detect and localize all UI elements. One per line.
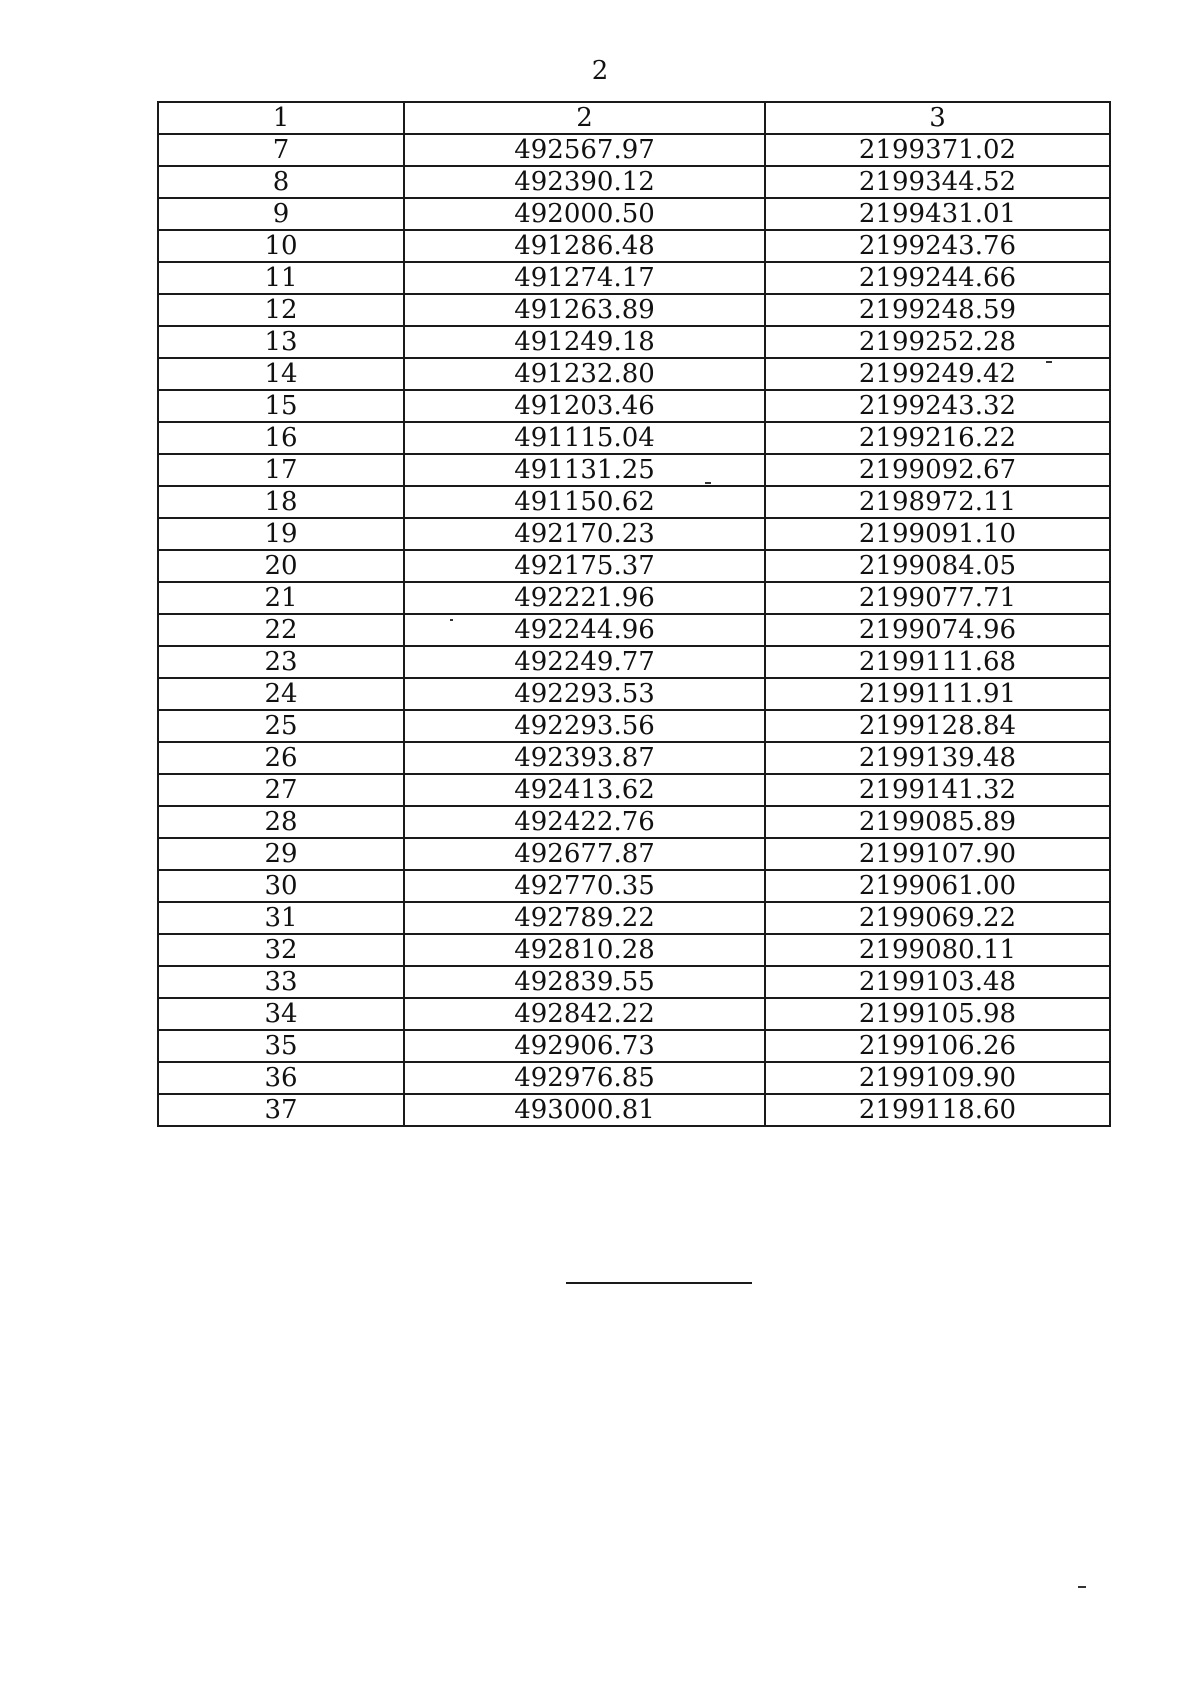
table-row xyxy=(158,294,1110,326)
table-cell-col-2: 491286.48 xyxy=(404,230,765,262)
table-cell-col-2: 492567.97 xyxy=(404,134,765,166)
table-cell-col-3: 2199111.68 xyxy=(765,646,1110,678)
table-cell-col-2: 493000.81 xyxy=(404,1094,765,1126)
table-row xyxy=(158,166,1110,198)
table-cell-col-1: 20 xyxy=(158,550,404,582)
table-cell-col-2: 492293.56 xyxy=(404,710,765,742)
table-row xyxy=(158,358,1110,390)
table-cell-col-1: 22 xyxy=(158,614,404,646)
table-row xyxy=(158,198,1110,230)
table-cell-col-2: 491150.62 xyxy=(404,486,765,518)
table-cell-col-2: 491131.25 xyxy=(404,454,765,486)
table-cell-col-2: 492422.76 xyxy=(404,806,765,838)
table-cell-col-1: 21 xyxy=(158,582,404,614)
table-cell-col-3: 2199118.60 xyxy=(765,1094,1110,1126)
table-cell-col-3: 2199371.02 xyxy=(765,134,1110,166)
table-cell-col-3: 2199069.22 xyxy=(765,902,1110,934)
table-cell-col-2: 492393.87 xyxy=(404,742,765,774)
table-cell-col-3: 2199431.01 xyxy=(765,198,1110,230)
table-row xyxy=(158,742,1110,774)
table-row xyxy=(158,1062,1110,1094)
table-cell-col-2: 492170.23 xyxy=(404,518,765,550)
table-cell-col-1: 28 xyxy=(158,806,404,838)
table-cell-col-1: 18 xyxy=(158,486,404,518)
table-cell-col-3: 2199128.84 xyxy=(765,710,1110,742)
table-row xyxy=(158,550,1110,582)
table-cell-col-1: 10 xyxy=(158,230,404,262)
table-header-row xyxy=(158,102,1110,134)
scan-speck xyxy=(1046,361,1052,363)
table-cell-col-3: 2199080.11 xyxy=(765,934,1110,966)
table-cell-col-3: 2199092.67 xyxy=(765,454,1110,486)
table-cell-col-3: 2199107.90 xyxy=(765,838,1110,870)
table-cell-col-1: 19 xyxy=(158,518,404,550)
table-cell-col-2: 492249.77 xyxy=(404,646,765,678)
header-cell-3: 3 xyxy=(765,102,1110,134)
table-cell-col-3: 2199105.98 xyxy=(765,998,1110,1030)
table-cell-col-2: 492413.62 xyxy=(404,774,765,806)
table-cell-col-1: 32 xyxy=(158,934,404,966)
scan-speck xyxy=(1078,1586,1086,1588)
table-cell-col-2: 492244.96 xyxy=(404,614,765,646)
table-cell-col-1: 11 xyxy=(158,262,404,294)
table-cell-col-3: 2199243.76 xyxy=(765,230,1110,262)
scan-speck xyxy=(450,619,453,621)
table-row xyxy=(158,518,1110,550)
table-cell-col-1: 17 xyxy=(158,454,404,486)
table-cell-col-1: 37 xyxy=(158,1094,404,1126)
table-cell-col-3: 2199111.91 xyxy=(765,678,1110,710)
table-cell-col-1: 24 xyxy=(158,678,404,710)
table-cell-col-3: 2199141.32 xyxy=(765,774,1110,806)
table-cell-col-2: 492839.55 xyxy=(404,966,765,998)
table-cell-col-3: 2199216.22 xyxy=(765,422,1110,454)
end-of-document-rule xyxy=(566,1282,752,1284)
table-cell-col-3: 2199103.48 xyxy=(765,966,1110,998)
table-cell-col-3: 2199106.26 xyxy=(765,1030,1110,1062)
table-row xyxy=(158,806,1110,838)
table-cell-col-2: 492789.22 xyxy=(404,902,765,934)
table-cell-col-1: 26 xyxy=(158,742,404,774)
table-cell-col-3: 2199249.42 xyxy=(765,358,1110,390)
table-row xyxy=(158,998,1110,1030)
table-cell-col-2: 491263.89 xyxy=(404,294,765,326)
table-row xyxy=(158,262,1110,294)
table-cell-col-1: 12 xyxy=(158,294,404,326)
table-row xyxy=(158,326,1110,358)
table-cell-col-1: 16 xyxy=(158,422,404,454)
table-cell-col-3: 2199109.90 xyxy=(765,1062,1110,1094)
coordinates-table xyxy=(157,101,1111,1127)
table-cell-col-2: 492770.35 xyxy=(404,870,765,902)
table-row xyxy=(158,390,1110,422)
table-cell-col-1: 7 xyxy=(158,134,404,166)
table-cell-col-1: 30 xyxy=(158,870,404,902)
table-row xyxy=(158,710,1110,742)
table-row xyxy=(158,582,1110,614)
table-row xyxy=(158,1030,1110,1062)
table-cell-col-2: 491249.18 xyxy=(404,326,765,358)
header-cell-2: 2 xyxy=(404,102,765,134)
table-cell-col-2: 491274.17 xyxy=(404,262,765,294)
table-cell-col-2: 492842.22 xyxy=(404,998,765,1030)
table-cell-col-2: 492976.85 xyxy=(404,1062,765,1094)
table-cell-col-2: 491203.46 xyxy=(404,390,765,422)
table-cell-col-3: 2199061.00 xyxy=(765,870,1110,902)
table-cell-col-3: 2199091.10 xyxy=(765,518,1110,550)
table-cell-col-2: 492677.87 xyxy=(404,838,765,870)
table-cell-col-2: 492000.50 xyxy=(404,198,765,230)
table-cell-col-3: 2199084.05 xyxy=(765,550,1110,582)
table-row xyxy=(158,678,1110,710)
table-cell-col-2: 492293.53 xyxy=(404,678,765,710)
table-cell-col-1: 9 xyxy=(158,198,404,230)
table-row xyxy=(158,454,1110,486)
header-cell-1: 1 xyxy=(158,102,404,134)
table-cell-col-1: 25 xyxy=(158,710,404,742)
table-row xyxy=(158,966,1110,998)
scan-speck xyxy=(705,482,711,484)
table-body xyxy=(158,102,1110,1126)
table-cell-col-2: 492221.96 xyxy=(404,582,765,614)
table-row xyxy=(158,614,1110,646)
table-row xyxy=(158,870,1110,902)
table-cell-col-1: 36 xyxy=(158,1062,404,1094)
table-cell-col-1: 33 xyxy=(158,966,404,998)
table-row xyxy=(158,1094,1110,1126)
table-cell-col-1: 23 xyxy=(158,646,404,678)
table-row xyxy=(158,646,1110,678)
table-cell-col-3: 2199344.52 xyxy=(765,166,1110,198)
table-row xyxy=(158,838,1110,870)
table-cell-col-1: 35 xyxy=(158,1030,404,1062)
table-row xyxy=(158,230,1110,262)
table-cell-col-3: 2199074.96 xyxy=(765,614,1110,646)
table-cell-col-2: 492906.73 xyxy=(404,1030,765,1062)
table-cell-col-1: 14 xyxy=(158,358,404,390)
table-row xyxy=(158,934,1110,966)
table-cell-col-2: 492810.28 xyxy=(404,934,765,966)
table-cell-col-1: 27 xyxy=(158,774,404,806)
table-row xyxy=(158,422,1110,454)
table-cell-col-1: 29 xyxy=(158,838,404,870)
table-cell-col-3: 2199077.71 xyxy=(765,582,1110,614)
table-cell-col-3: 2199139.48 xyxy=(765,742,1110,774)
table-cell-col-3: 2198972.11 xyxy=(765,486,1110,518)
table-cell-col-3: 2199244.66 xyxy=(765,262,1110,294)
table-cell-col-3: 2199243.32 xyxy=(765,390,1110,422)
table-cell-col-3: 2199248.59 xyxy=(765,294,1110,326)
table-cell-col-1: 15 xyxy=(158,390,404,422)
table-row xyxy=(158,902,1110,934)
table-cell-col-1: 31 xyxy=(158,902,404,934)
table-row xyxy=(158,134,1110,166)
table-row xyxy=(158,774,1110,806)
table-cell-col-1: 13 xyxy=(158,326,404,358)
table-cell-col-2: 491232.80 xyxy=(404,358,765,390)
table-cell-col-2: 492175.37 xyxy=(404,550,765,582)
table-cell-col-2: 491115.04 xyxy=(404,422,765,454)
table-cell-col-3: 2199085.89 xyxy=(765,806,1110,838)
table-row xyxy=(158,486,1110,518)
table-cell-col-2: 492390.12 xyxy=(404,166,765,198)
table-cell-col-3: 2199252.28 xyxy=(765,326,1110,358)
table-cell-col-1: 34 xyxy=(158,998,404,1030)
table-cell-col-1: 8 xyxy=(158,166,404,198)
page-number: 2 xyxy=(591,56,609,86)
